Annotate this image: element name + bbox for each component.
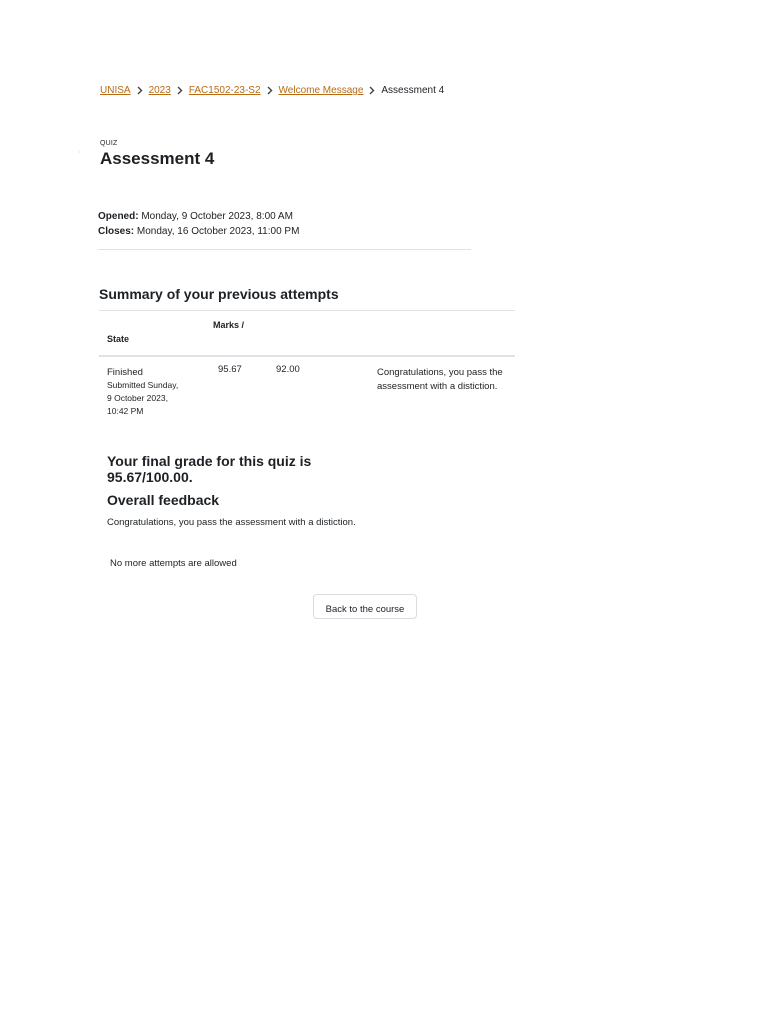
final-grade: [107, 453, 347, 485]
column-header-marks: Marks /: [213, 320, 245, 330]
closes-date-row: [98, 224, 299, 239]
page-title: Assessment 4: [100, 149, 215, 168]
chevron-right-icon: [261, 86, 279, 95]
chevron-left-icon[interactable]: ‹: [78, 147, 81, 156]
attempt-feedback: Congratulations, you pass the assessment with a distiction.: [377, 367, 503, 392]
attempt-submitted-line3: 10:42 PM: [107, 406, 144, 416]
attempt-submitted-line1: Submitted Sunday,: [107, 380, 179, 390]
summary-title: Summary of your previous attempts: [99, 286, 339, 302]
closes-label: Closes:: [98, 226, 135, 237]
attempt-state: Finished: [107, 367, 143, 378]
breadcrumb-item-year[interactable]: 2023: [148, 85, 171, 96]
overall-feedback-title: Overall feedback: [107, 492, 220, 508]
table-header-border: [99, 355, 515, 357]
breadcrumb-item-current: Assessment 4: [381, 85, 445, 96]
opened-value: Monday, 9 October 2023, 8:00 AM: [141, 211, 293, 222]
attempt-marks: 95.67: [218, 364, 242, 375]
breadcrumb-item-section[interactable]: Welcome Message: [278, 85, 364, 96]
final-grade-line1: Your final grade for this quiz is: [107, 453, 312, 469]
column-header-state: State: [107, 334, 130, 344]
opened-date-row: [98, 209, 299, 224]
attempt-grade: 92.00: [276, 364, 300, 375]
chevron-right-icon: [131, 86, 149, 95]
attempt-state-cell: [107, 366, 197, 418]
attempts-notice: No more attempts are allowed: [110, 558, 237, 569]
activity-dates: [98, 209, 299, 239]
breadcrumb-item-unisa[interactable]: UNISA: [100, 85, 131, 96]
closes-value: Monday, 16 October 2023, 11:00 PM: [136, 226, 300, 237]
final-grade-line2: 95.67/100.00.: [107, 469, 193, 485]
back-to-course-button[interactable]: Back to the course: [313, 594, 417, 619]
chevron-right-icon: [363, 86, 381, 95]
attempt-submitted-line2: 9 October 2023,: [107, 393, 168, 403]
overall-feedback-text: Congratulations, you pass the assessment with a distiction.: [107, 517, 356, 528]
divider: [98, 249, 471, 250]
table-top-border: [99, 310, 515, 311]
opened-label: Opened:: [98, 211, 139, 222]
activity-type-label: QUIZ: [100, 140, 118, 147]
chevron-right-icon: [171, 86, 189, 95]
breadcrumb: [100, 85, 444, 96]
breadcrumb-item-course[interactable]: FAC1502-23-S2: [188, 85, 261, 96]
